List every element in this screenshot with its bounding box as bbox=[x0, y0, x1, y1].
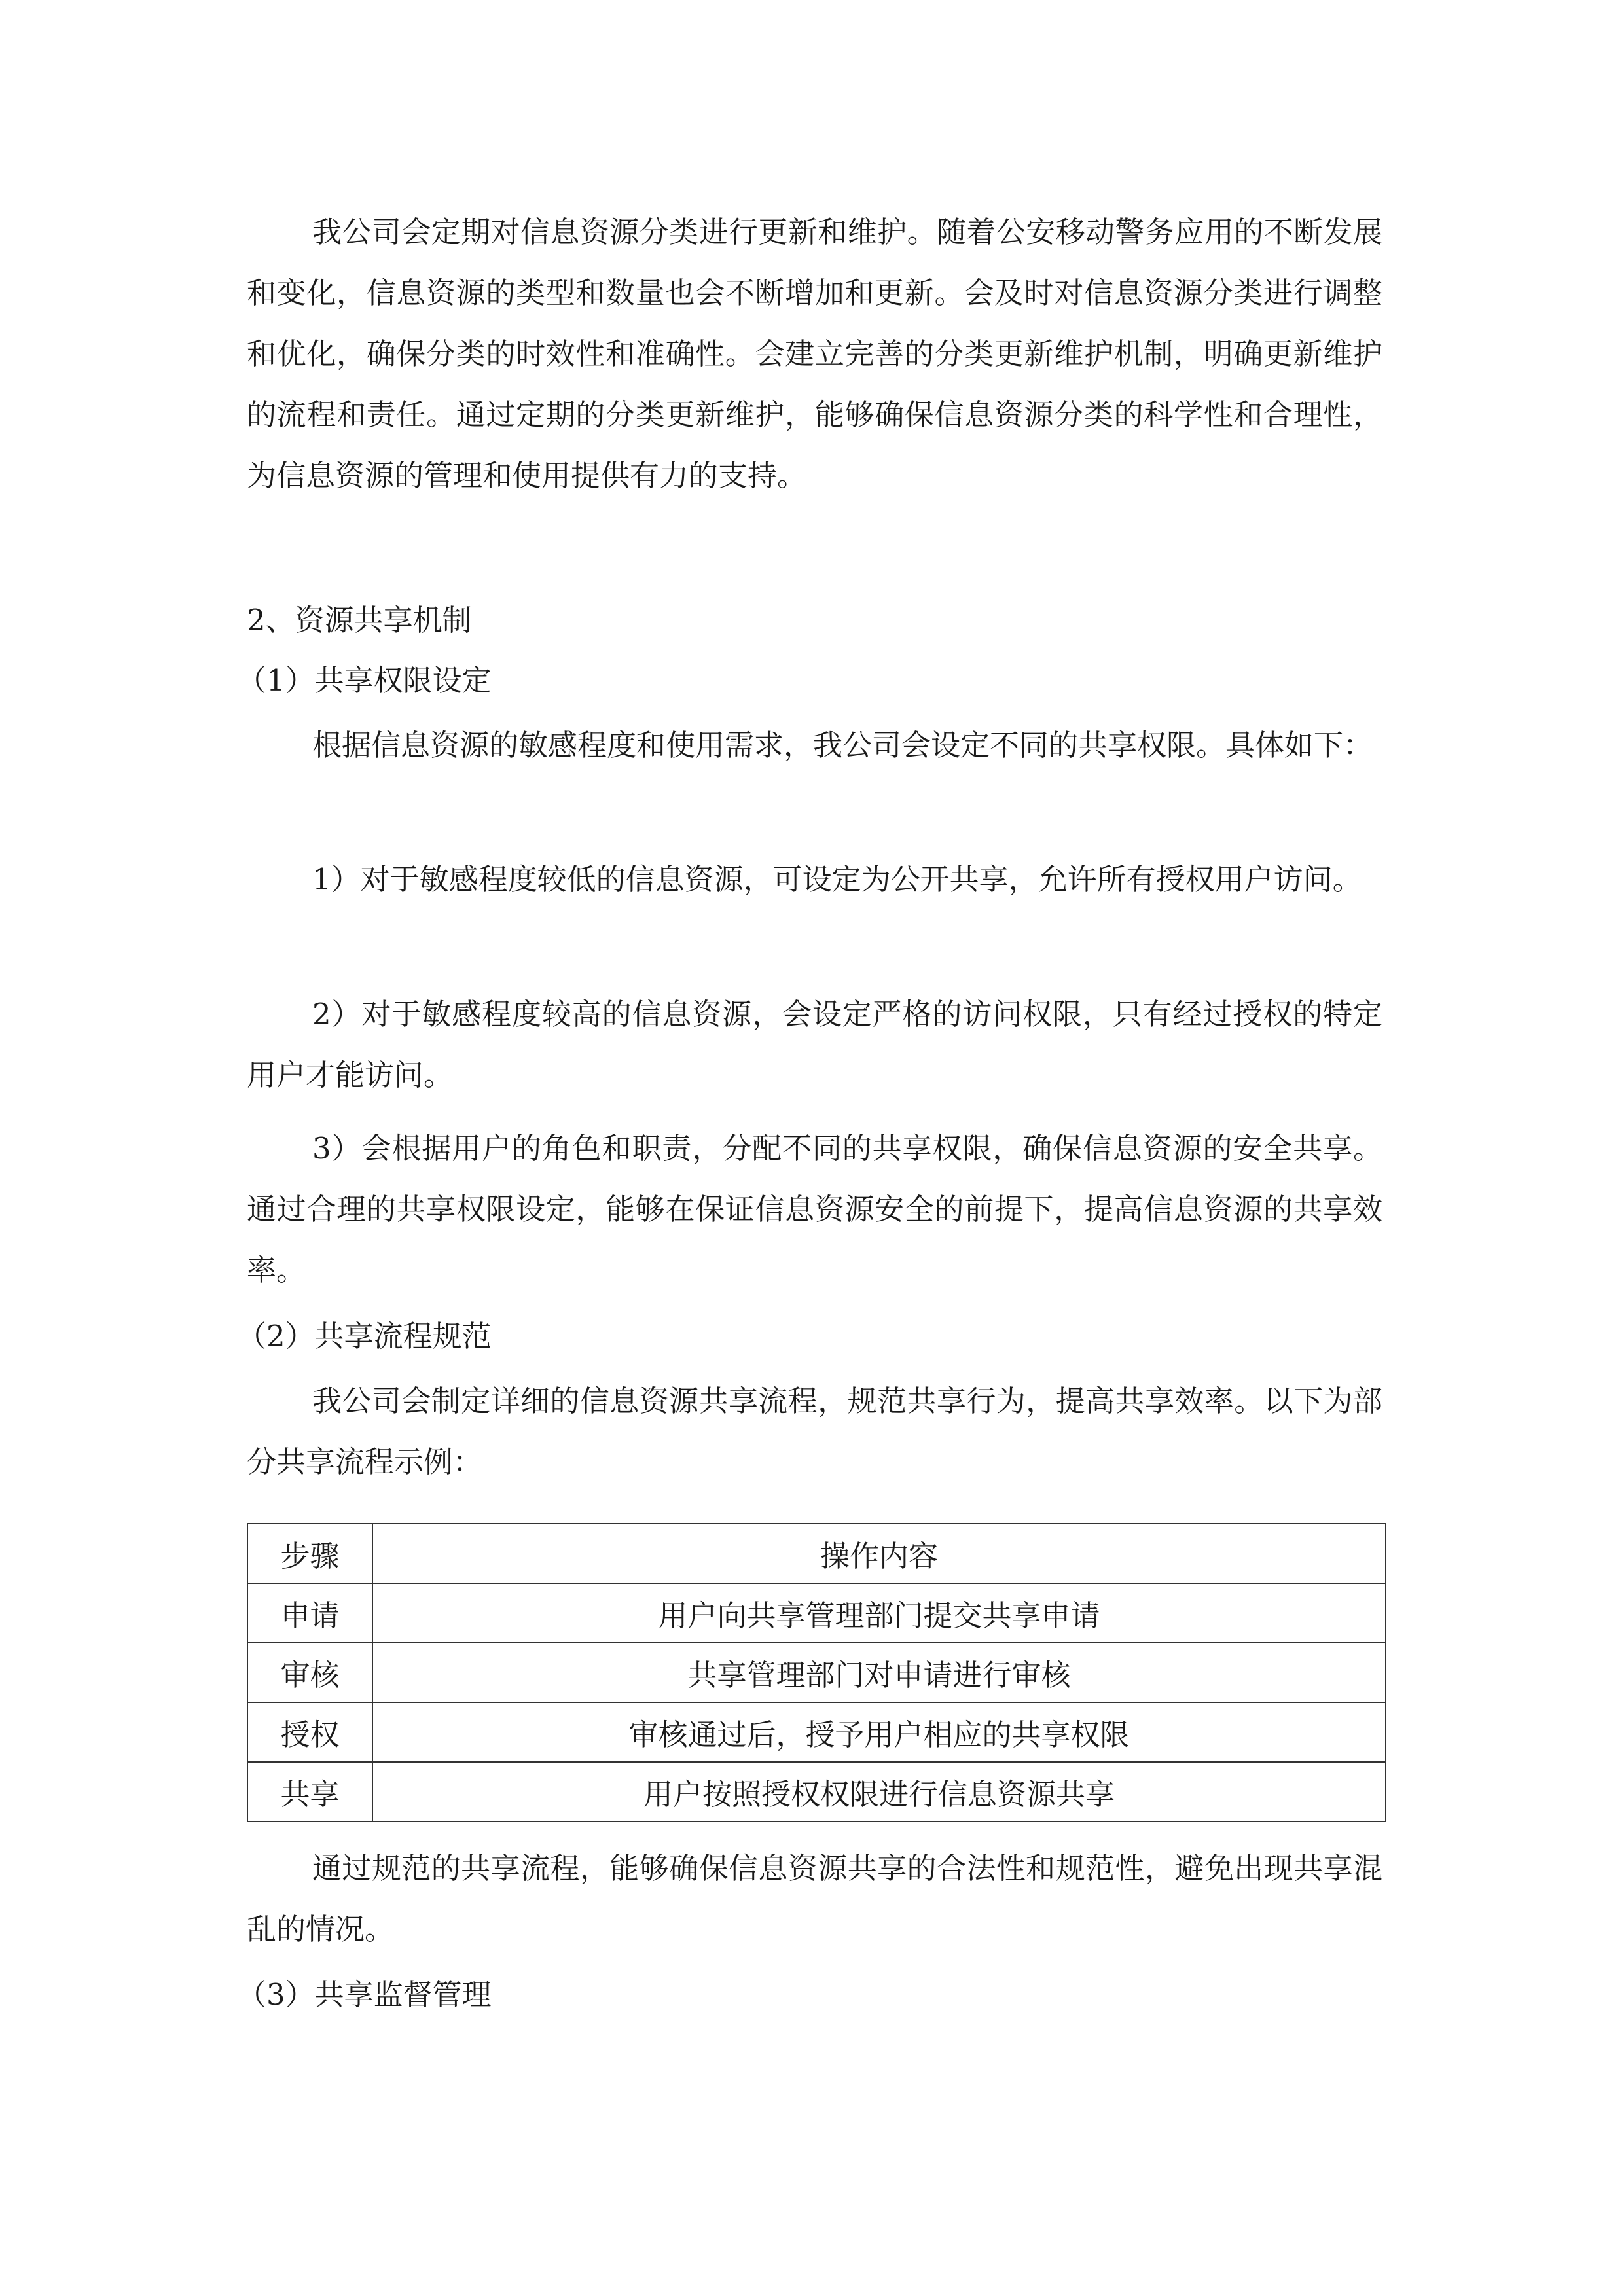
table-row bbox=[247, 1643, 1386, 1702]
subsection-heading-sharing-process: （2）共享流程规范 bbox=[237, 1319, 492, 1354]
table-header-row bbox=[247, 1524, 1386, 1583]
table-cell-step: 授权 bbox=[247, 1702, 372, 1762]
table-cell-operation: 用户按照授权权限进行信息资源共享 bbox=[372, 1762, 1386, 1821]
table-row bbox=[247, 1762, 1386, 1821]
table-header-cell: 操作内容 bbox=[372, 1524, 1386, 1583]
subsection-heading-sharing-permissions: （1）共享权限设定 bbox=[237, 663, 492, 698]
paragraph-process-conclusion: 通过规范的共享流程，能够确保信息资源共享的合法性和规范性，避免出现共享混乱的情况。 bbox=[247, 1851, 1382, 1946]
table-cell-step: 共享 bbox=[247, 1762, 372, 1821]
section-heading-resource-sharing: 2、资源共享机制 bbox=[247, 603, 472, 637]
sharing-process-table bbox=[247, 1523, 1386, 1822]
paragraph-permission-item-1: 1）对于敏感程度较低的信息资源，可设定为公开共享，允许所有授权用户访问。 bbox=[312, 862, 1362, 897]
paragraph-permission-item-2: 2）对于敏感程度较高的信息资源，会设定严格的访问权限，只有经过授权的特定用户才能访问。 bbox=[247, 997, 1382, 1092]
table-header-cell: 步骤 bbox=[247, 1524, 372, 1583]
table-cell-operation: 审核通过后，授予用户相应的共享权限 bbox=[372, 1702, 1386, 1762]
table-cell-operation: 共享管理部门对申请进行审核 bbox=[372, 1643, 1386, 1702]
subsection-heading-sharing-supervision: （3）共享监督管理 bbox=[237, 1977, 492, 2012]
table-cell-step: 申请 bbox=[247, 1583, 372, 1643]
paragraph-process-intro: 我公司会制定详细的信息资源共享流程，规范共享行为，提高共享效率。以下为部分共享流程示例： bbox=[247, 1384, 1382, 1479]
paragraph-classification-update: 我公司会定期对信息资源分类进行更新和维护。随着公安移动警务应用的不断发展和变化，信息资源的类型和数量也会不断增加和更新。会及时对信息资源分类进行调整和优化，确保分类的时效性和准确性。会建立完善的分类更新维护机制，明确更新维护的流程和责任。通过定期的分类更新维护，能够确保信息资源分类的科学性和合理性，为信息资源的管理和使用提供有力的支持。 bbox=[247, 215, 1382, 493]
table-cell-operation: 用户向共享管理部门提交共享申请 bbox=[372, 1583, 1386, 1643]
table-cell-step: 审核 bbox=[247, 1643, 372, 1702]
table-row bbox=[247, 1702, 1386, 1762]
paragraph-permission-item-3: 3）会根据用户的角色和职责，分配不同的共享权限，确保信息资源的安全共享。通过合理的共享权限设定，能够在保证信息资源安全的前提下，提高信息资源的共享效率。 bbox=[247, 1131, 1382, 1287]
paragraph-permissions-intro: 根据信息资源的敏感程度和使用需求，我公司会设定不同的共享权限。具体如下： bbox=[312, 728, 1373, 762]
table-row bbox=[247, 1583, 1386, 1643]
